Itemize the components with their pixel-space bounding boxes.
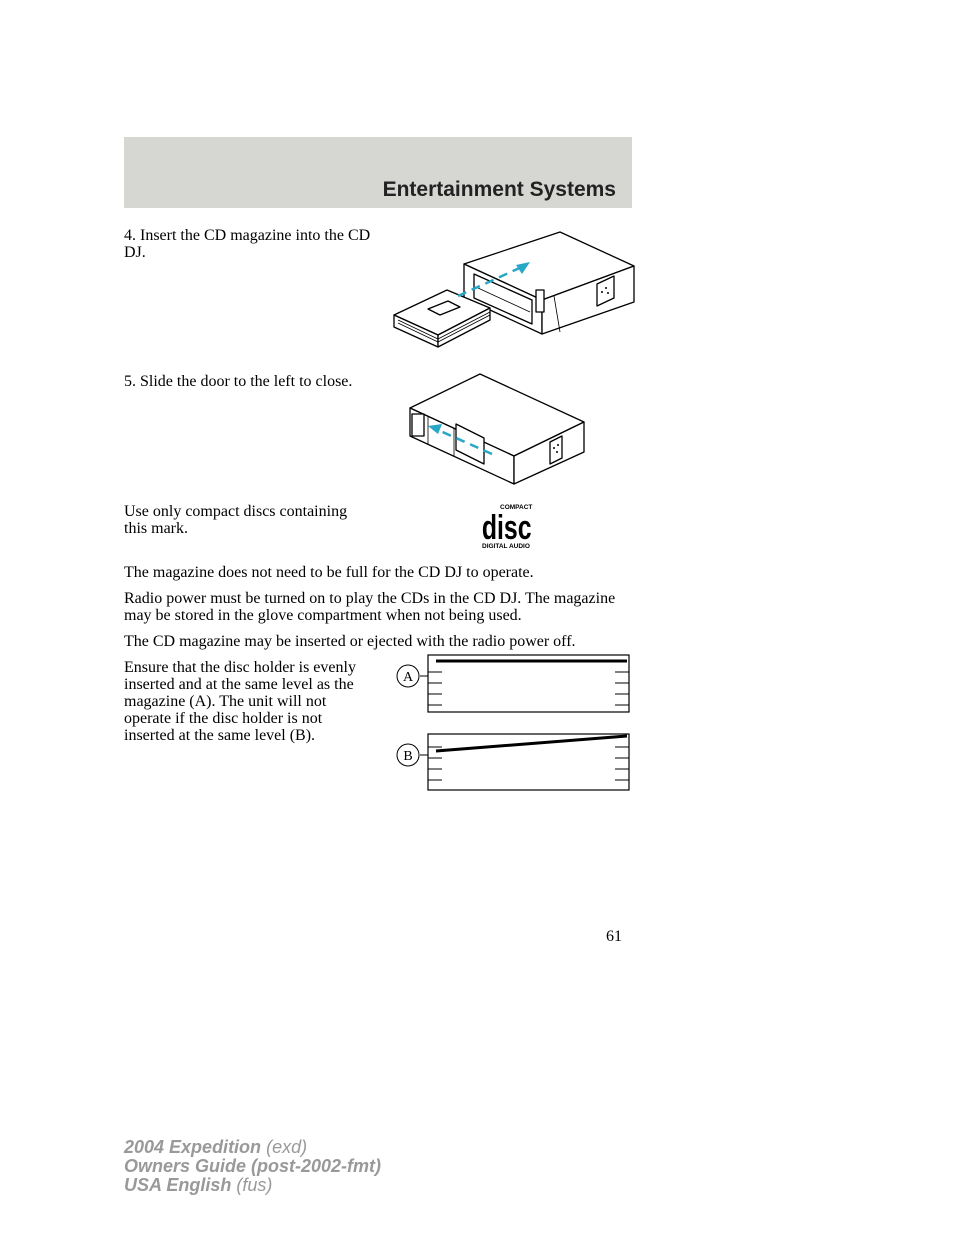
footer-model-code: (exd): [266, 1137, 308, 1157]
footer: [124, 1138, 381, 1195]
page-number: 61: [606, 928, 622, 945]
footer-line-2: Owners Guide (post-2002-fmt): [124, 1156, 382, 1176]
compact-disc-logo: [480, 502, 535, 550]
footer-language: USA English: [124, 1175, 232, 1195]
compact-disc-text: Use only compact discs containing this mark.: [124, 503, 348, 537]
paragraph-3: The CD magazine may be inserted or ejected with the radio power off.: [124, 633, 576, 650]
disc-holder-text: Ensure that the disc holder is evenly inserted and at the same level as the magazine (A). The unit will not operate if the disc holder is not inserted at the same level (B).: [124, 659, 356, 744]
paragraph-2: Radio power must be turned on to play the CDs in the CD DJ. The magazine may be stored in the glove compartment when not being used.: [124, 590, 616, 624]
footer-line-3: [124, 1176, 381, 1195]
svg-text:COMPACT: COMPACT: [500, 504, 533, 511]
label-a: A: [402, 670, 414, 685]
footer-language-code: (fus): [236, 1175, 273, 1195]
label-b: B: [403, 749, 413, 764]
paragraph-1: The magazine does not need to be full for the CD DJ to operate.: [124, 564, 534, 581]
slide-door-illustration: [408, 372, 586, 486]
insert-magazine-illustration: [392, 222, 637, 357]
disc-holder-level-illustration: [390, 653, 635, 793]
step-4-text: 4. Insert the CD magazine into the CD DJ.: [124, 227, 371, 261]
footer-line-1: [124, 1138, 381, 1157]
header-bar: [124, 137, 632, 208]
footer-model: 2004 Expedition: [124, 1137, 262, 1157]
step-5-text: 5. Slide the door to the left to close.: [124, 373, 353, 390]
svg-text:disc: disc: [481, 507, 532, 547]
section-title: Entertainment Systems: [382, 178, 616, 201]
svg-text:DIGITAL AUDIO: DIGITAL AUDIO: [482, 543, 530, 550]
